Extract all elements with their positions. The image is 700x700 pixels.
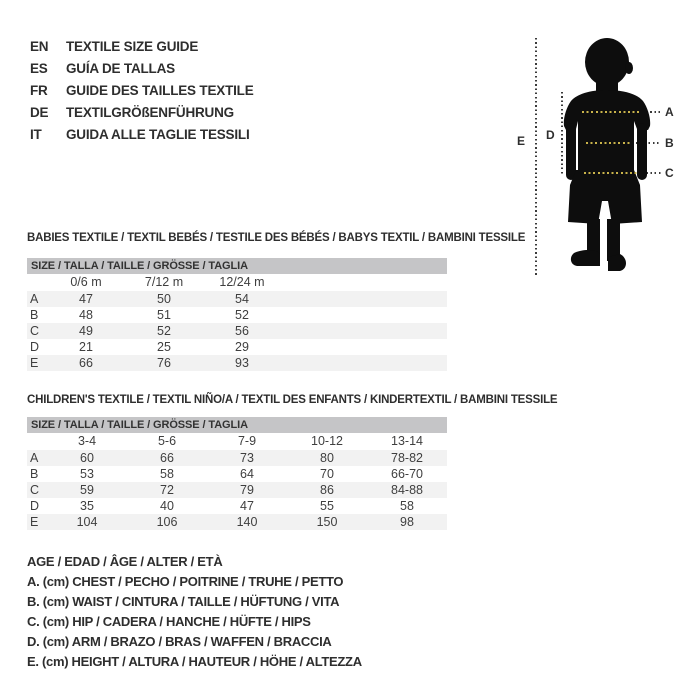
table-cell: 150 <box>316 515 338 529</box>
column-header: 7/12 m <box>144 275 184 289</box>
lang-code: FR <box>30 83 48 98</box>
row-label: B <box>30 308 39 322</box>
table-cell: 76 <box>157 356 171 370</box>
table-cell: 48 <box>79 308 93 322</box>
row-label: C <box>30 324 40 338</box>
legend-hip-line: C. (cm) HIP / CADERA / HANCHE / HÜFTE / HIPS <box>27 614 311 629</box>
table-cell: 35 <box>80 499 94 513</box>
table-cell: 54 <box>235 292 249 306</box>
lang-title: TEXTILE SIZE GUIDE <box>66 39 199 54</box>
lang-row-it <box>30 124 254 146</box>
column-header: 7-9 <box>237 434 257 448</box>
table-cell: 78-82 <box>391 451 423 465</box>
table-cell: 25 <box>157 340 171 354</box>
column-header: 12/24 m <box>219 275 265 289</box>
table-cell: 40 <box>160 499 174 513</box>
table-row <box>27 307 447 323</box>
lang-title: GUIDE DES TAILLES TEXTILE <box>66 83 254 98</box>
babies-column-header-row <box>27 274 447 291</box>
table-cell: 47 <box>240 499 254 513</box>
table-cell: 56 <box>235 324 249 338</box>
table-cell: 93 <box>235 356 249 370</box>
row-label: D <box>30 340 40 354</box>
table-cell: 70 <box>320 467 334 481</box>
measure-label-a: A <box>665 105 674 119</box>
hip-measure-line-C <box>584 172 638 174</box>
lang-row-en <box>30 36 254 58</box>
table-cell: 52 <box>157 324 171 338</box>
table-cell: 79 <box>240 483 254 497</box>
lang-row-de <box>30 102 254 124</box>
lang-code: IT <box>30 127 42 142</box>
lang-title: GUIDA ALLE TAGLIE TESSILI <box>66 127 250 142</box>
table-cell: 47 <box>79 292 93 306</box>
corner-spacer <box>27 274 47 291</box>
waist-measure-line-B <box>586 142 632 144</box>
children-size-table <box>27 417 447 530</box>
table-row <box>27 291 447 307</box>
table-cell: 66 <box>79 356 93 370</box>
measure-label-c: C <box>665 166 674 180</box>
table-cell: 60 <box>80 451 94 465</box>
lang-code: DE <box>30 105 49 120</box>
table-cell: 49 <box>79 324 93 338</box>
legend-age-line: AGE / EDAD / ÂGE / ALTER / ETÀ <box>27 554 223 569</box>
lang-code: EN <box>30 39 49 54</box>
table-cell: 66-70 <box>391 467 423 481</box>
table-row <box>27 450 447 466</box>
table-cell: 98 <box>400 515 414 529</box>
row-label: E <box>30 356 39 370</box>
table-cell: 53 <box>80 467 94 481</box>
row-label: D <box>30 499 40 513</box>
lang-code: ES <box>30 61 48 76</box>
column-header: 13-14 <box>391 434 423 448</box>
table-cell: 84-88 <box>391 483 423 497</box>
measurement-legend <box>27 552 362 672</box>
column-header: 0/6 m <box>70 275 102 289</box>
babies-size-header-bar: SIZE / TALLA / TAILLE / GRÖSSE / TAGLIA <box>27 258 447 274</box>
legend-waist-line: B. (cm) WAIST / CINTURA / TAILLE / HÜFTUNG / VITA <box>27 594 340 609</box>
children-column-header-row <box>27 433 447 450</box>
row-label: B <box>30 467 39 481</box>
table-cell: 106 <box>156 515 178 529</box>
babies-section-title: BABIES TEXTILE / TEXTIL BEBÉS / TESTILE DES BÉBÉS / BABYS TEXTIL / BAMBINI TESSILE <box>27 232 526 244</box>
table-row <box>27 482 447 498</box>
column-header: 3-4 <box>77 434 97 448</box>
table-cell: 86 <box>320 483 334 497</box>
row-label: A <box>30 451 39 465</box>
lang-title: GUÍA DE TALLAS <box>66 61 175 76</box>
table-row <box>27 498 447 514</box>
legend-chest-line: A. (cm) CHEST / PECHO / POITRINE / TRUHE / PETTO <box>27 574 344 589</box>
table-cell: 80 <box>320 451 334 465</box>
table-cell: 72 <box>160 483 174 497</box>
table-cell: 55 <box>320 499 334 513</box>
table-cell: 64 <box>240 467 254 481</box>
table-cell: 21 <box>79 340 93 354</box>
measure-label-e: E <box>517 134 526 148</box>
table-cell: 59 <box>80 483 94 497</box>
column-header: 10-12 <box>311 434 343 448</box>
table-cell: 66 <box>160 451 174 465</box>
row-label: A <box>30 292 39 306</box>
table-cell: 58 <box>160 467 174 481</box>
height-measure-line-E <box>535 38 537 277</box>
child-silhouette-image <box>560 35 655 277</box>
table-row <box>27 466 447 482</box>
language-title-list <box>30 36 254 146</box>
table-row <box>27 339 447 355</box>
children-section-title: CHILDREN'S TEXTILE / TEXTIL NIÑO/A / TEXTIL DES ENFANTS / KINDERTEXTIL / BAMBINI TESSILE <box>27 394 558 406</box>
babies-size-table <box>27 258 447 371</box>
table-cell: 51 <box>157 308 171 322</box>
lang-title: TEXTILGRÖßENFÜHRUNG <box>66 105 234 120</box>
chest-measure-line-A <box>582 111 640 113</box>
children-size-header-bar: SIZE / TALLA / TAILLE / GRÖSSE / TAGLIA <box>27 417 447 433</box>
lang-row-fr <box>30 80 254 102</box>
measure-label-d: D <box>546 128 555 142</box>
table-row <box>27 355 447 371</box>
measure-label-b: B <box>665 136 674 150</box>
table-row <box>27 323 447 339</box>
table-cell: 73 <box>240 451 254 465</box>
table-cell: 58 <box>400 499 414 513</box>
lang-row-es <box>30 58 254 80</box>
table-cell: 52 <box>235 308 249 322</box>
table-cell: 140 <box>236 515 258 529</box>
table-cell: 29 <box>235 340 249 354</box>
corner-spacer <box>27 433 47 450</box>
row-label: E <box>30 515 39 529</box>
row-label: C <box>30 483 40 497</box>
table-cell: 104 <box>76 515 98 529</box>
table-row <box>27 514 447 530</box>
table-cell: 50 <box>157 292 171 306</box>
legend-arm-line: D. (cm) ARM / BRAZO / BRAS / WAFFEN / BRACCIA <box>27 634 332 649</box>
legend-height-line: E. (cm) HEIGHT / ALTURA / HAUTEUR / HÖHE / ALTEZZA <box>27 654 362 669</box>
column-header: 5-6 <box>157 434 177 448</box>
